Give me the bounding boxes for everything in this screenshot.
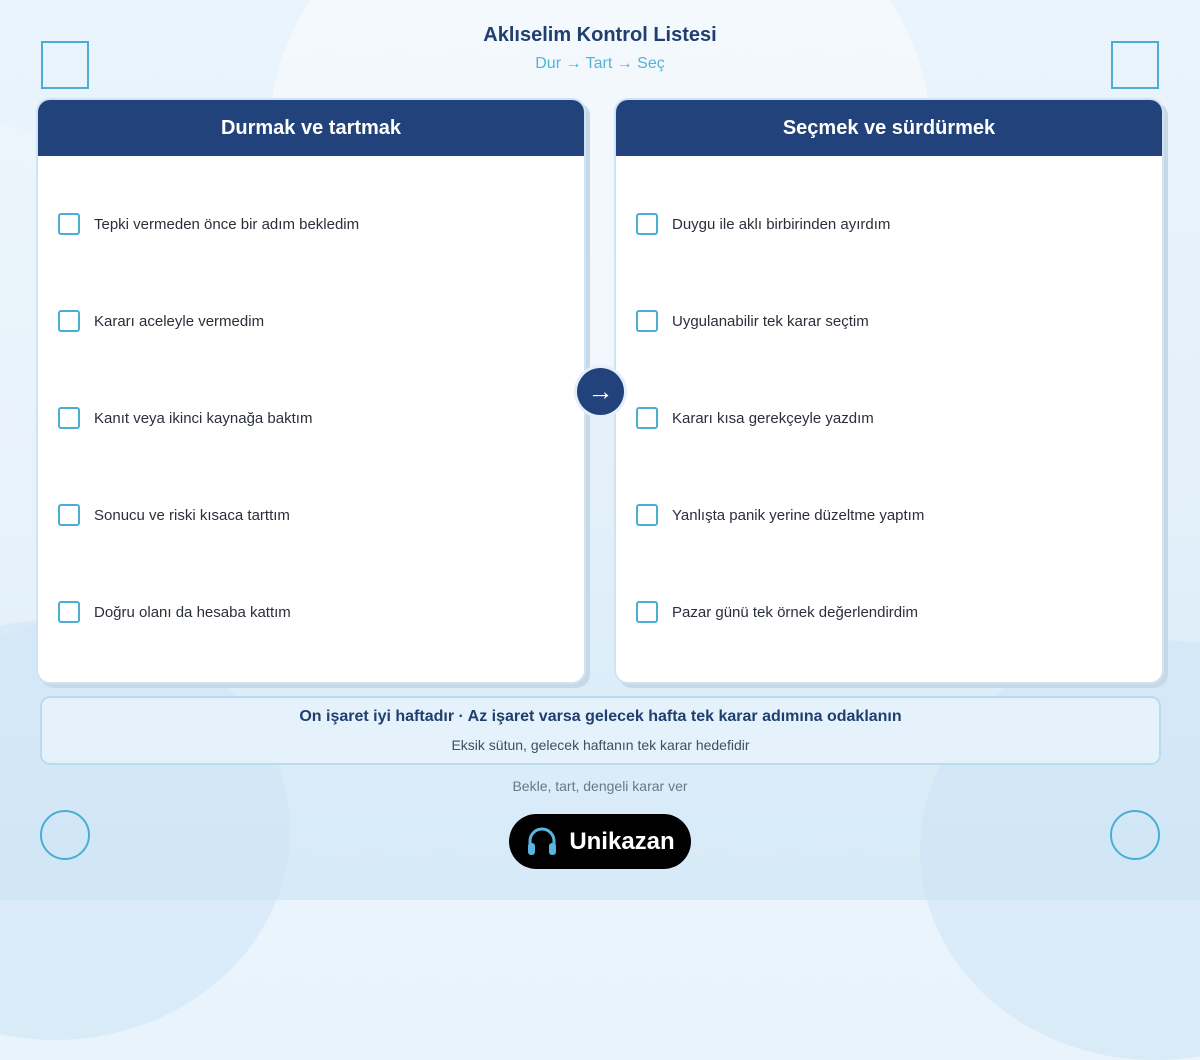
brand-name: Unikazan: [569, 827, 675, 855]
checklist-item-label: Tepki vermeden önce bir adım bekledim: [94, 215, 360, 233]
checkbox[interactable]: [58, 601, 80, 623]
checklist-item[interactable]: [58, 599, 291, 625]
summary-box: [40, 696, 1161, 765]
checklist-item-label: Kararı aceleyle vermedim: [94, 312, 265, 330]
flow-arrow-icon: →: [577, 368, 624, 415]
brand-logo: [509, 814, 691, 869]
summary-main-text: On işaret iyi haftadır · Az işaret varsa gelecek hafta tek karar adımına odaklanın: [299, 708, 902, 725]
page-subtitle: Dur → Tart → Seç: [535, 55, 665, 72]
checklist-item-label: Kararı kısa gerekçeyle yazdım: [672, 409, 874, 427]
checklist-panel-left: [36, 98, 586, 684]
checkbox[interactable]: [636, 213, 658, 235]
checklist-item-label: Duygu ile aklı birbirinden ayırdım: [672, 215, 891, 233]
checklist-item[interactable]: [58, 502, 290, 528]
checklist-item-label: Pazar günü tek örnek değerlendirdim: [672, 603, 918, 621]
checklist-panel-right: [614, 98, 1164, 684]
checklist-item-label: Kanıt veya ikinci kaynağa baktım: [94, 409, 313, 427]
checklist-item-label: Sonucu ve riski kısaca tarttım: [94, 506, 290, 524]
checklist-item[interactable]: [636, 502, 924, 528]
checklist-item-label: Yanlışta panik yerine düzeltme yaptım: [672, 506, 925, 524]
corner-circle-decoration: [1110, 810, 1160, 860]
panel-header: Seçmek ve sürdürmek: [616, 100, 1162, 156]
checkbox[interactable]: [636, 601, 658, 623]
checklist-item[interactable]: [58, 211, 359, 237]
checklist-item[interactable]: [636, 211, 890, 237]
checklist-item[interactable]: [636, 308, 869, 334]
panel-header: Durmak ve tartmak: [38, 100, 584, 156]
checkbox[interactable]: [58, 213, 80, 235]
checklist-item[interactable]: [58, 308, 264, 334]
checkbox[interactable]: [636, 310, 658, 332]
checklist-item-label: Uygulanabilir tek karar seçtim: [672, 312, 869, 330]
checkbox[interactable]: [58, 407, 80, 429]
checklist-item[interactable]: [636, 599, 918, 625]
checkbox[interactable]: [636, 407, 658, 429]
headphones-icon: [525, 825, 559, 859]
checkbox[interactable]: [58, 504, 80, 526]
tagline: Bekle, tart, dengeli karar ver: [512, 778, 688, 794]
checklist-item[interactable]: [58, 405, 312, 431]
checklist-item[interactable]: [636, 405, 874, 431]
checklist-item-label: Doğru olanı da hesaba kattım: [94, 603, 291, 621]
corner-circle-decoration: [40, 810, 90, 860]
checkbox[interactable]: [636, 504, 658, 526]
page-title: Aklıselim Kontrol Listesi: [483, 24, 717, 46]
checkbox[interactable]: [58, 310, 80, 332]
summary-sub-text: Eksik sütun, gelecek haftanın tek karar hedefidir: [451, 737, 750, 753]
